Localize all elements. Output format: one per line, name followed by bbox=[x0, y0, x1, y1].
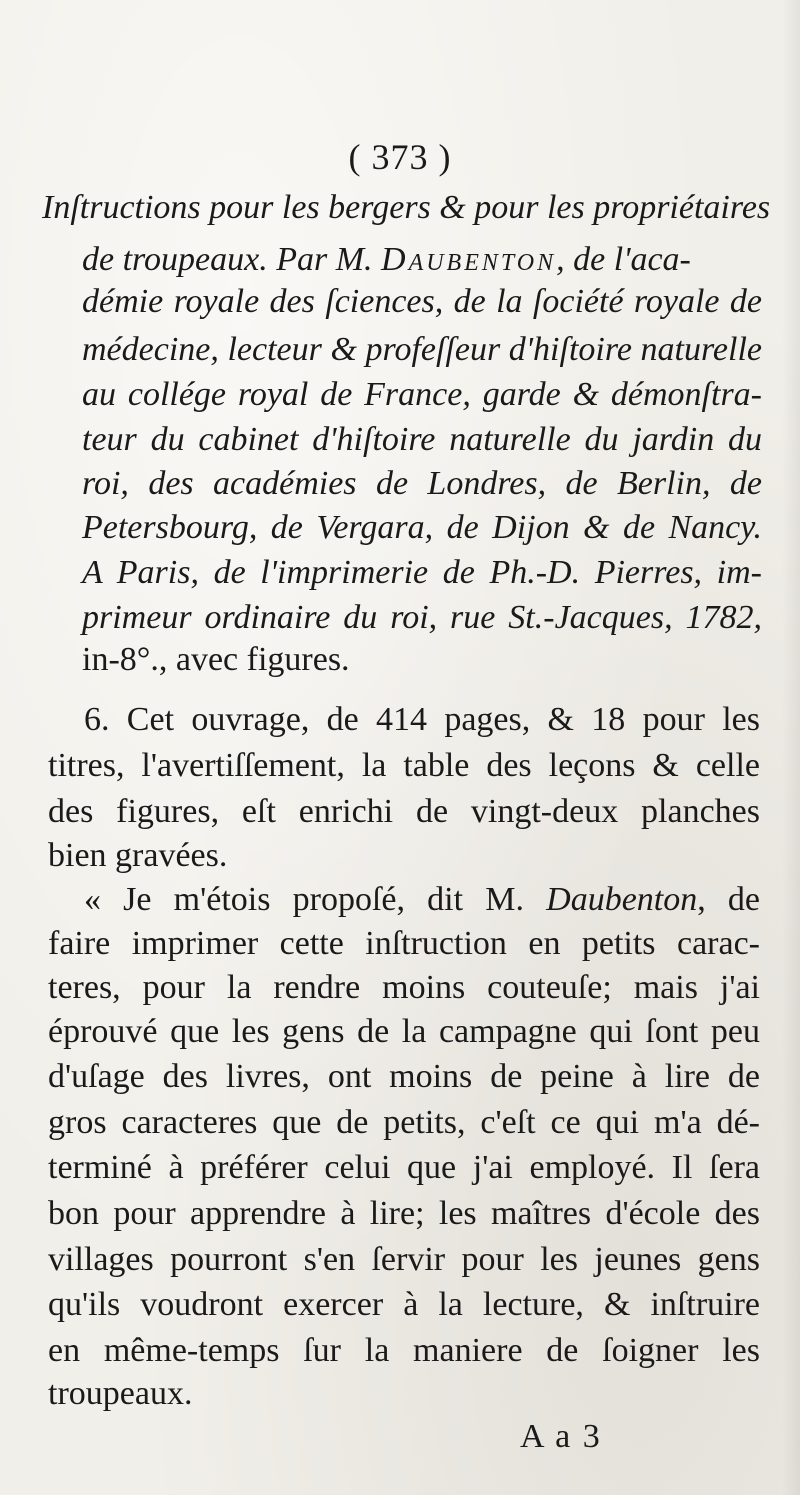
para2-line-9: villages pourront s'en ſervir pour les jeunes gens bbox=[48, 1241, 760, 1278]
title-line-4: médecine, lecteur & profeſſeur d'hiſtoire naturelle bbox=[82, 331, 762, 368]
title-line-11: in-8°., avec figures. bbox=[82, 641, 350, 678]
title-line-5: au collége royal de France, garde & démonſtra- bbox=[82, 376, 762, 413]
author-name: Daubenton bbox=[381, 241, 557, 278]
title-line-9: A Paris, de l'imprimerie de Ph.-D. Pierres, im- bbox=[82, 554, 762, 591]
para1-line-2: titres, l'avertiſſement, la table des leçons & celle bbox=[48, 747, 760, 784]
para1-line-4: bien gravées. bbox=[48, 837, 228, 874]
para2-line-2: faire imprimer cette inſtruction en petits carac- bbox=[48, 925, 760, 962]
page-edge-shadow bbox=[782, 0, 800, 1495]
para1-line-3: des figures, eſt enrichi de vingt-deux planches bbox=[48, 793, 760, 830]
title-line-3: démie royale des ſciences, de la ſociété royale de bbox=[82, 283, 762, 320]
para2-line-5: d'uſage des livres, ont moins de peine à lire de bbox=[48, 1058, 760, 1095]
title-line-10: primeur ordinaire du roi, rue St.-Jacques, 1782, bbox=[82, 599, 762, 636]
title-line-1: Inſtructions pour les bergers & pour les propriétaires bbox=[42, 189, 771, 226]
page-number: ( 373 ) bbox=[348, 137, 452, 177]
para2-line-8: bon pour apprendre à lire; les maîtres d'école des bbox=[48, 1195, 760, 1232]
title-line-6: teur du cabinet d'hiſtoire naturelle du jardin du bbox=[82, 421, 762, 458]
para2-line-1: « Je m'étois propoſé, dit M. Daubenton, de bbox=[84, 881, 760, 918]
signature-mark: A a 3 bbox=[520, 1418, 602, 1455]
para2-line-6: gros caracteres que de petits, c'eſt ce qui m'a dé- bbox=[48, 1104, 760, 1141]
para1-line-1: 6. Cet ouvrage, de 414 pages, & 18 pour les bbox=[84, 701, 760, 738]
para2-line-10: qu'ils voudront exercer à la lecture, & inſtruire bbox=[48, 1286, 760, 1323]
para2-line-3: teres, pour la rendre moins couteuſe; mais j'ai bbox=[48, 969, 760, 1006]
title-line-7: roi, des académies de Londres, de Berlin, de bbox=[82, 465, 762, 502]
para2-line-11: en même-temps ſur la maniere de ſoigner les bbox=[48, 1332, 760, 1369]
title-line-8: Petersbourg, de Vergara, de Dijon & de Nancy. bbox=[82, 509, 762, 546]
quoted-author-name: Daubenton bbox=[546, 881, 698, 918]
para2-line-4: éprouvé que les gens de la campagne qui ſont peu bbox=[48, 1013, 760, 1050]
para2-line-7: terminé à préférer celui que j'ai employé. Il ſera bbox=[48, 1149, 760, 1186]
para2-line-12: troupeaux. bbox=[48, 1375, 193, 1412]
title-line-2: de troupeaux. Par M. Daubenton, de l'aca- bbox=[82, 241, 691, 278]
